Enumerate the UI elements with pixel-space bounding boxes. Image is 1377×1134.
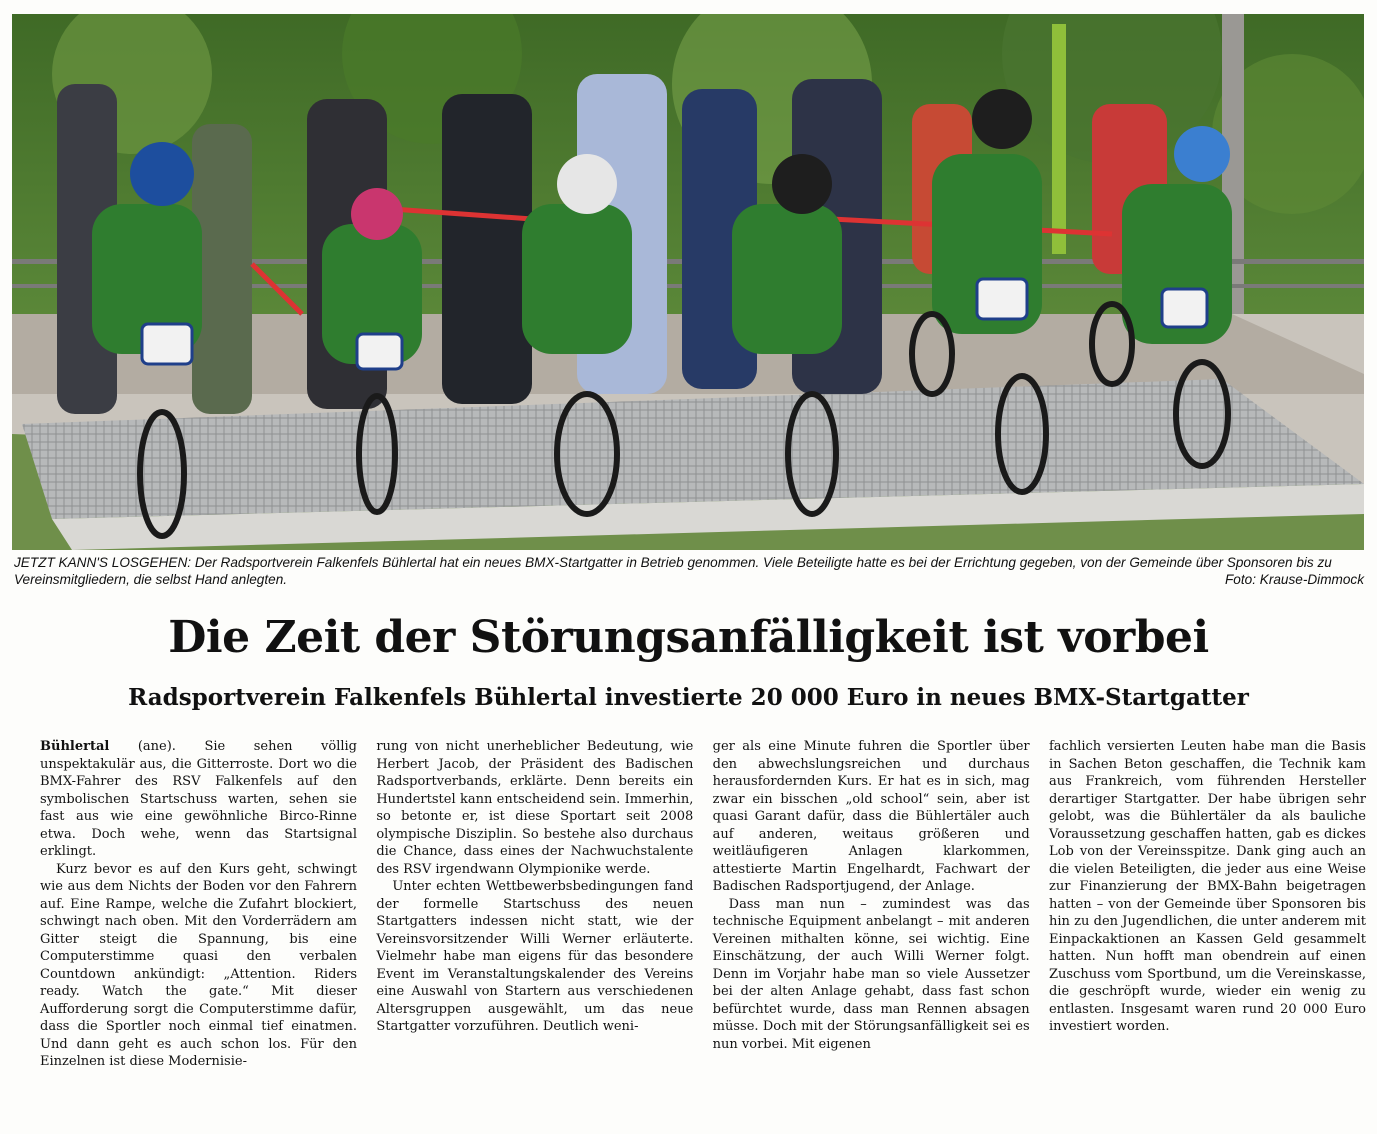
photo-caption bbox=[14, 554, 1364, 588]
article-photo bbox=[12, 14, 1364, 550]
article-column-4 bbox=[1049, 738, 1366, 1128]
article-column-1 bbox=[40, 738, 357, 1128]
paragraph: Unter echten Wettbewerbsbedingungen fand der formelle Startschuss des neuen Startgatters indessen nicht statt, wie der Vereinsvorsitzender Willi Werner erläuterte. Vielmehr habe man eigens für das besondere Event im Veranstaltungskalender des Vereins eine Auswahl von Startern aus verschiedenen Altersgruppen ausgewählt, um das neue Startgatter vorzuführen. Deutlich weni- bbox=[376, 879, 694, 1034]
caption-text: Der Radsportverein Falkenfels Bühlertal hat ein neues BMX-Startgatter in Betrieb genommen. Viele Beteiligte hatte es bei der Errichtung gegeben, von der Gemeinde über Sponsoren bis zu Vereinsmitgliedern, die selbst Hand anlegten. bbox=[14, 555, 1332, 587]
paragraph-text: (ane). Sie sehen völlig unspektakulär aus, die Gitterroste. Dort wo die BMX-Fahrer des RSV Falkenfels auf den symbolischen Startschuss warten, sehen sie fast aus wie eine gewöhnliche Birco-Rinne etwa. Doch wehe, wenn das Startsignal erklingt. bbox=[40, 739, 357, 859]
photo-credit: Foto: Krause-Dimmock bbox=[1225, 572, 1364, 587]
paragraph: Dass man nun – zumindest was das technische Equipment anbelangt – mit anderen Vereinen mithalten könne, sei wichtig. Eine Einschätzung, der auch Willi Werner folgt. Denn im Vorjahr habe man so viele Aussetzer bei der alten Anlage gehabt, dass fast schon befürchtet wurde, dass man Rennen absagen müsse. Doch mit der Störungsanfälligkeit sei es nun vorbei. Mit eigenen bbox=[712, 896, 1030, 1052]
dateline: Bühlertal bbox=[40, 739, 110, 754]
paragraph: ger als eine Minute fuhren die Sportler über den abwechslungsreichen und durchaus herausfordernden Kurs. Er hat es in sich, mag zwar ein bisschen „old school“ sein, aber ist quasi Garant dafür, dass die Bühlertäler auch auf anderen, weitaus größeren und weitläufigeren Anlagen klarkommen, attestierte Martin Engelhardt, Fachwart der Badischen Radsportjugend, der Anlage. bbox=[712, 739, 1030, 894]
article-body bbox=[40, 738, 1366, 1128]
article-headline: Die Zeit der Störungsanfälligkeit ist vorbei bbox=[168, 612, 1209, 663]
paragraph: Kurz bevor es auf den Kurs geht, schwingt wie aus dem Nichts der Boden vor den Fahrern auf. Eine Rampe, welche die Zufahrt blockiert, schwingt nach oben. Mit den Vorderrädern am Gitter steigt die Spannung, bis eine Computerstimme quasi den verbalen Countdown ankündigt: „Attention. Riders ready. Watch the gate.“ Mit dieser Aufforderung sorgt die Computerstimme dafür, dass die Sportler noch einmal tief einatmen. Und dann geht es auch schon los. Für den Einzelnen ist diese Modernisie- bbox=[40, 861, 357, 1069]
bmx-start-gate-photo bbox=[12, 14, 1364, 550]
caption-lead: JETZT KANN'S LOSGEHEN: bbox=[14, 555, 192, 570]
article-column-2 bbox=[376, 738, 693, 1128]
article-column-3 bbox=[713, 738, 1030, 1128]
paragraph: rung von nicht unerheblicher Bedeutung, wie Herbert Jacob, der Präsident des Badischen Radsportverbands, erklärte. Denn bereits ein Hundertstel kann entscheidend sein. Immerhin, so betonte er, ist diese Sportart seit 2008 olympische Disziplin. So bestehe also durchaus die Chance, dass eines der Nachwuchstalente des RSV irgendwann Olympionike werde. bbox=[376, 739, 694, 877]
article-subheadline: Radsportverein Falkenfels Bühlertal investierte 20 000 Euro in neues BMX-Startgatter bbox=[128, 684, 1249, 711]
paragraph: fachlich versierten Leuten habe man die Basis in Sachen Beton geschaffen, die Technik kam aus Frankreich, vom führenden Hersteller derartiger Startgatter. Der habe übrigen sehr gelobt, was die Bühlertäler da als bauliche Voraussetzung geschaffen hatten, gab es dickes Lob von der Vereinsspitze. Dank ging auch an die vielen Beteiligten, die jeder aus eine Weise zur Finanzierung der BMX-Bahn beigetragen hatten – von der Gemeinde über Sponsoren bis hin zu den Jugendlichen, die unter anderem mit Einpackaktionen an Kassen Geld gesammelt hatten. Nun hofft man obendrein auf einen Zuschuss vom Sportbund, um die Vereinskasse, die geschröpft wurde, wieder ein wenig zu entlasten. Insgesamt waren rund 20 000 Euro investiert worden. bbox=[1048, 739, 1366, 1034]
paragraph bbox=[40, 738, 357, 861]
